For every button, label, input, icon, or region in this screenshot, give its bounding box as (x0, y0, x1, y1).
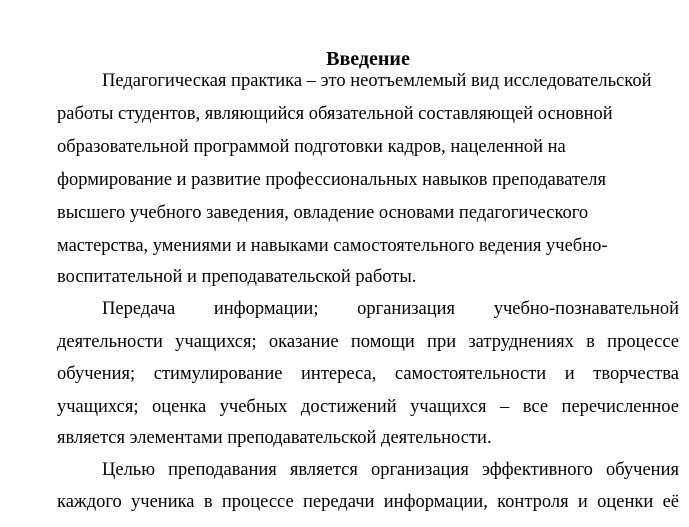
paragraph-2-line-2: деятельности учащихся; оказание помощи при затруднениях в процессе (57, 332, 679, 352)
paragraph-1-line-5: высшего учебного заведения, овладение основами педагогического (57, 203, 589, 223)
paragraph-1-line-3: образовательной программой подготовки кадров, нацеленной на (57, 137, 566, 157)
paragraph-1-line-6: мастерства, умениями и навыками самостоятельного ведения учебно- (57, 236, 608, 256)
paragraph-1-line-2: работы студентов, являющийся обязательной составляющей основной (57, 104, 613, 124)
paragraph-3-line-2: каждого ученика в процессе передачи информации, контроля и оценки её (57, 492, 679, 512)
paragraph-2-line-3: обучения; стимулирование интереса, самостоятельности и творчества (57, 364, 679, 384)
paragraph-3-line-1: Целью преподавания является организация эффективного обучения (102, 460, 679, 480)
paragraph-1-line-7: воспитательной и преподавательской работы. (57, 267, 417, 287)
paragraph-2-line-4: учащихся; оценка учебных достижений учащихся – все перечисленное (57, 397, 679, 417)
paragraph-2-line-5: является элементами преподавательской деятельности. (57, 428, 492, 448)
paragraph-1-line-1: Педагогическая практика – это неотъемлемый вид исследовательской (102, 71, 652, 91)
paragraph-1-line-4: формирование и развитие профессиональных навыков преподавателя (57, 170, 606, 190)
document-title: Введение (326, 48, 410, 70)
paragraph-2-line-1: Передача информации; организация учебно-познавательной (102, 299, 679, 319)
